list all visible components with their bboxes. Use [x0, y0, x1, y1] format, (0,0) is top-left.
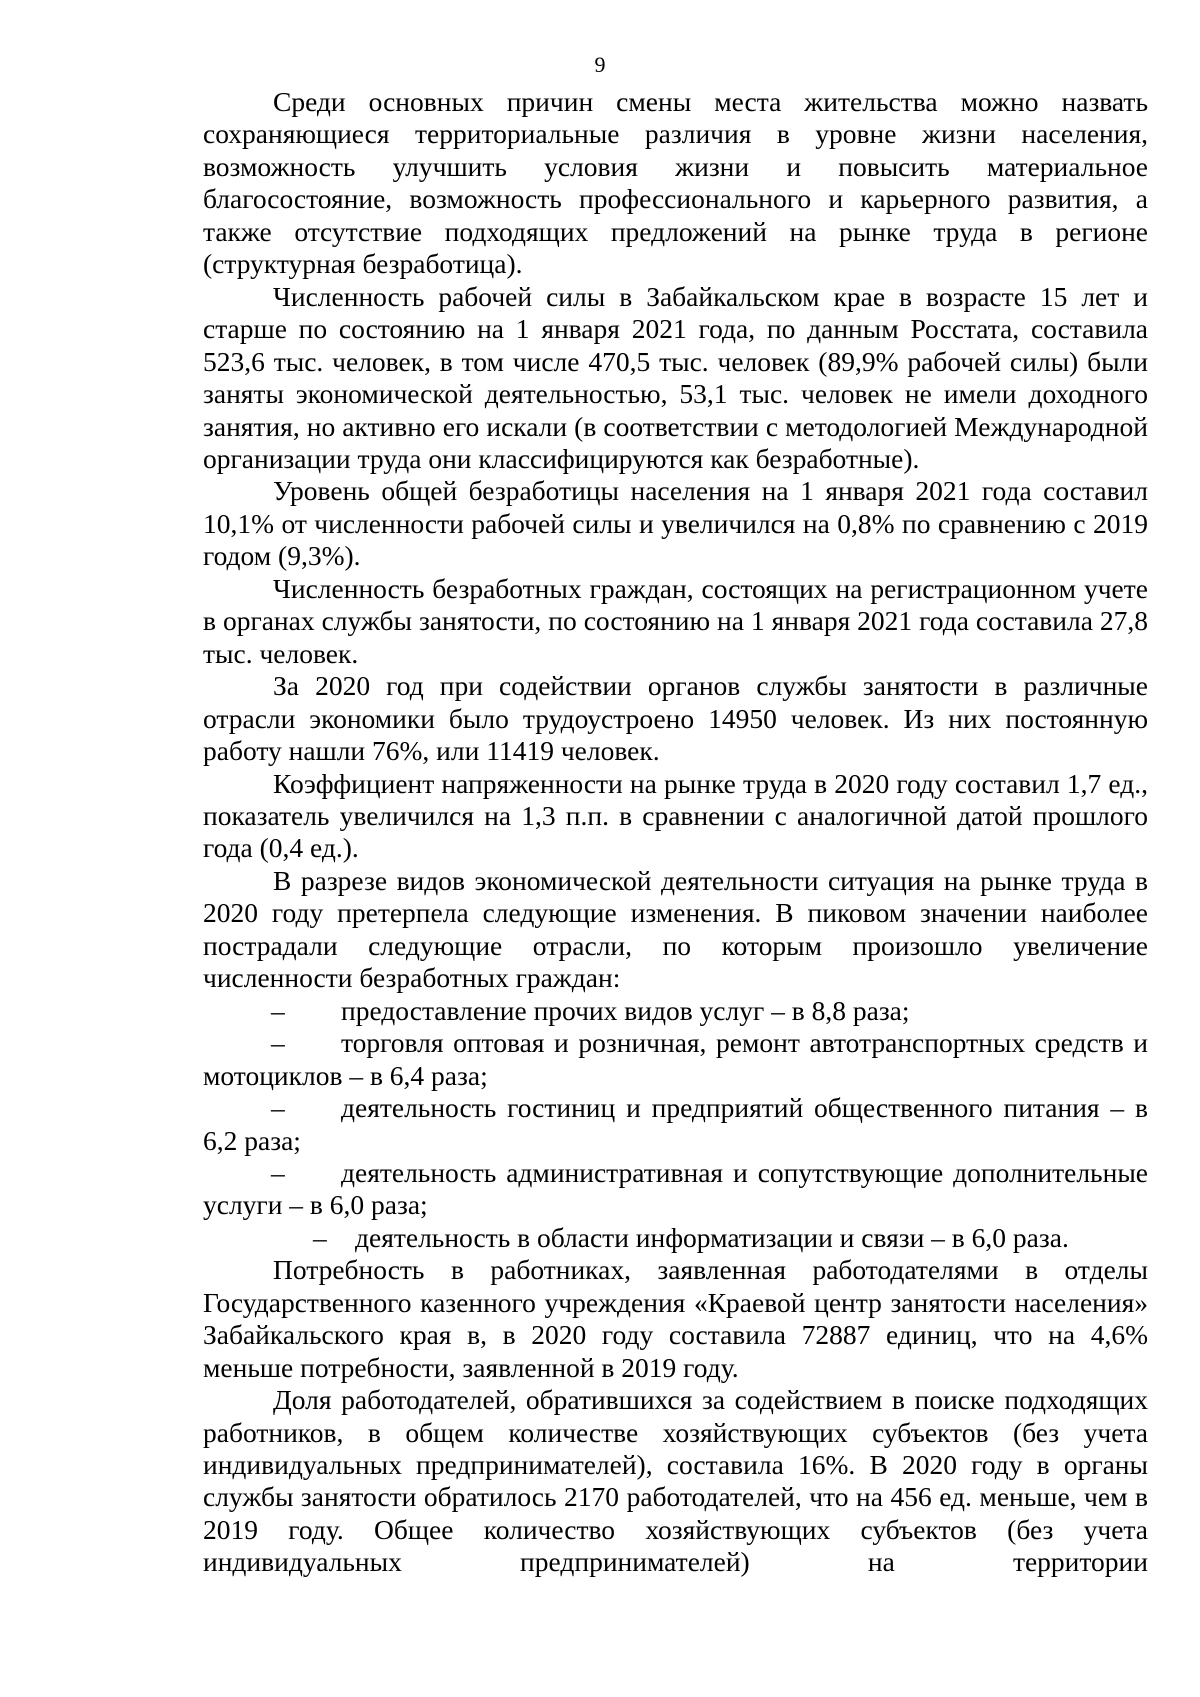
bullet-dash: –	[271, 1156, 285, 1188]
paragraph: Среди основных причин смены места жительства можно назвать сохраняющиеся территориальные различия в уровне жизни населения, возможность улучшить условия жизни и повысить материальное благосостояние, возможность профессионального и карьерного развития, а также отсутствие подходящих предложений на рынке труда в регионе (структурная безработица).	[203, 86, 1148, 280]
list-item	[203, 1027, 1148, 1092]
list-item-text: деятельность в области информатизации и связи – в 6,0 раза.	[355, 1221, 1069, 1253]
bullet-dash: –	[313, 1221, 327, 1253]
list-item-text: деятельность гостиниц и предприятий общественного питания – в 6,2 раза;	[203, 1092, 1148, 1156]
paragraph: В разрезе видов экономической деятельности ситуация на рынке труда в 2020 году претерпела следующие изменения. В пиковом значении наиболее пострадали следующие отрасли, по которым произошло увеличение численности безработных граждан:	[203, 864, 1148, 994]
list-item-text: предоставление прочих видов услуг – в 8,8 раза;	[341, 994, 910, 1026]
list-item-text: деятельность административная и сопутствующие дополнительные услуги – в 6,0 раза;	[203, 1156, 1148, 1221]
paragraph: Численность рабочей силы в Забайкальском крае в возрасте 15 лет и старше по состоянию на 1 января 2021 года, по данным Росстата, составила 523,6 тыс. человек, в том числе 470,5 тыс. человек (89,9% рабочей силы) были заняты экономической деятельностью, 53,1 тыс. человек не имели доходного занятия, но активно его искали (в соответствии с методологией Международной организации труда они классифицируются как безработные).	[203, 280, 1148, 474]
paragraph: За 2020 год при содействии органов службы занятости в различные отрасли экономики было трудоустроено 14950 человек. Из них постоянную работу нашли 76%, или 11419 человек.	[203, 670, 1148, 767]
paragraph: Численность безработных граждан, состоящих на регистрационном учете в органах службы занятости, по состоянию на 1 января 2021 года составила 27,8 тыс. человек.	[203, 572, 1148, 669]
bullet-dash: –	[271, 994, 285, 1026]
paragraph: Коэффициент напряженности на рынке труда в 2020 году составил 1,7 ед., показатель увеличился на 1,3 п.п. в сравнении с аналогичной датой прошлого года (0,4 ед.).	[203, 767, 1148, 864]
page-number: 9	[594, 52, 606, 77]
bullet-dash: –	[271, 1027, 285, 1059]
paragraph: Потребность в работниках, заявленная работодателями в отделы Государственного казенного учреждения «Краевой центр занятости населения» Забайкальского края в, в 2020 году составила 72887 единиц, что на 4,6% меньше потребности, заявленной в 2019 году.	[203, 1254, 1148, 1383]
list-item	[203, 1157, 1148, 1222]
list-item	[203, 1222, 1148, 1254]
paragraph: Уровень общей безработицы населения на 1 января 2021 года составил 10,1% от численности рабочей силы и увеличился на 0,8% по сравнению с 2019 годом (9,3%).	[203, 475, 1148, 572]
bullet-dash: –	[271, 1092, 285, 1124]
list-item-text: торговля оптовая и розничная, ремонт автотранспортных средств и мотоциклов – в 6,4 раза;	[203, 1027, 1148, 1091]
list-item	[203, 995, 1148, 1027]
document-body	[203, 86, 1148, 1579]
list-item	[203, 1092, 1148, 1157]
paragraph: Доля работодателей, обратившихся за содействием в поиске подходящих работников, в общем количестве хозяйствующих субъектов (без учета индивидуальных предпринимателей), составила 16%. В 2020 году в органы службы занятости обратилось 2170 работодателей, что на 456 ед. меньше, чем в 2019 году. Общее количество хозяйствующих субъектов (без учета индивидуальных предпринимателей) на территории	[203, 1384, 1148, 1578]
